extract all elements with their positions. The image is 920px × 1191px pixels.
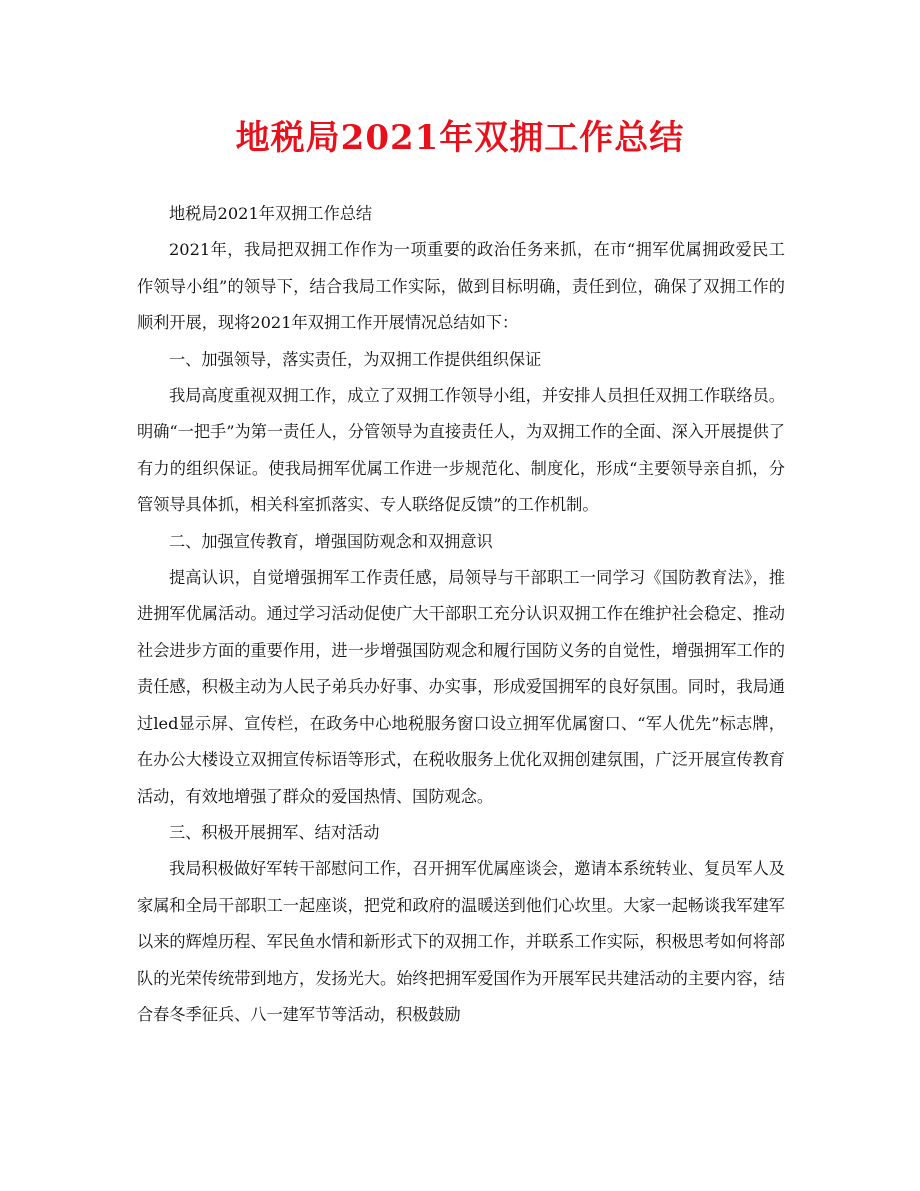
section-heading-1: 一、加强领导，落实责任，为双拥工作提供组织保证 — [169, 349, 542, 369]
intro-paragraph: 2021年，我局把双拥工作作为一项重要的政治任务来抓，在市“拥军优属拥政爱民工作领导小组”的领导下，结合我局工作实际，做到目标明确，责任到位，确保了双拥工作的顺利开展，现将2021年双拥工作开展情况总结如下： — [137, 240, 785, 333]
section-paragraph-1: 我局高度重视双拥工作，成立了双拥工作领导小组，并安排人员担任双拥工作联络员。明确“一把手”为第一责任人，分管领导为直接责任人，为双拥工作的全面、深入开展提供了有力的组织保证。使我局拥军优属工作进一步规范化、制度化，形成“主要领导亲自抓，分管领导具体抓，相关科室抓落实、专人联络促反馈”的工作机制。 — [137, 386, 785, 515]
document-body — [137, 196, 785, 1033]
section-paragraph-2: 提高认识，自觉增强拥军工作责任感，局领导与干部职工一同学习《国防教育法》，推进拥军优属活动。通过学习活动促使广大干部职工充分认识双拥工作在维护社会稳定、推动社会进步方面的重要作用，进一步增强国防观念和履行国防义务的自觉性，增强拥军工作的责任感，积极主动为人民子弟兵办好事、办实事，形成爱国拥军的良好氛围。同时，我局通过led显示屏、宣传栏，在政务中心地税服务窗口设立拥军优属窗口、“军人优先”标志牌，在办公大楼设立双拥宣传标语等形式，在税收服务上优化双拥创建氛围，广泛开展宣传教育活动，有效地增强了群众的爱国热情、国防观念。 — [137, 568, 785, 806]
section-heading-2: 二、加强宣传教育，增强国防观念和双拥意识 — [169, 531, 493, 551]
section-heading-3: 三、积极开展拥军、结对活动 — [169, 822, 380, 842]
subtitle-paragraph: 地税局2021年双拥工作总结 — [169, 204, 373, 223]
section-paragraph-3: 我局积极做好军转干部慰问工作，召开拥军优属座谈会，邀请本系统转业、复员军人及家属和全局干部职工一起座谈，把党和政府的温暖送到他们心坎里。大家一起畅谈我军建军以来的辉煌历程、军民鱼水情和新形式下的双拥工作，并联系工作实际，积极思考如何将部队的光荣传统带到地方，发扬光大。始终把拥军爱国作为开展军民共建活动的主要内容，结合春冬季征兵、八一建军节等活动，积极鼓励 — [137, 859, 785, 1024]
document-title: 地税局2021年双拥工作总结 — [235, 118, 685, 158]
